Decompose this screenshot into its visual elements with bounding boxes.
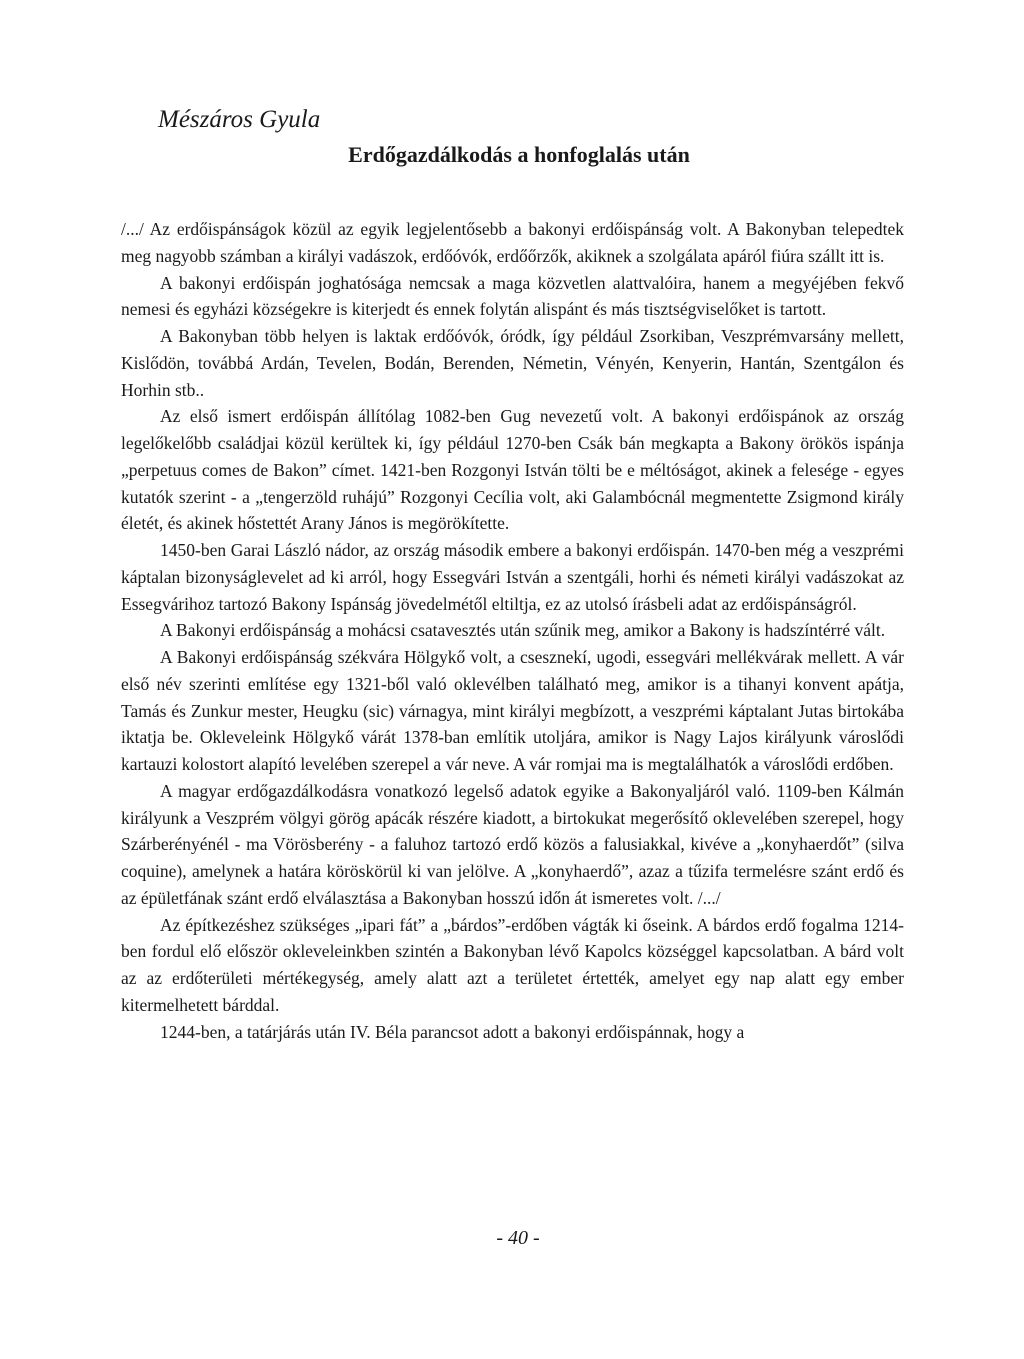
paragraph: Az első ismert erdőispán állítólag 1082-ben Gug nevezetű volt. A bakonyi erdőispánok az ország legelőkelőbb családjai közül kerültek ki, így például 1270-ben Csák bán megkapta a Bakony örökös ispánja „perpetuus comes de Bakon” címet. 1421-ben Rozgonyi István tölti be e méltóságot, akinek a felesége - egyes kutatók szerint - a „tengerzöld ruhájú” Rozgonyi Cecília volt, aki Galambócnál megmentette Zsigmond király életét, és akinek hőstettét Arany János is megörökítette. <box>121 406 904 534</box>
article-title: Erdőgazdálkodás a honfoglalás után <box>348 142 690 167</box>
article-body <box>121 216 904 1045</box>
paragraph: /.../ Az erdőispánságok közül az egyik legjelentősebb a bakonyi erdőispánság volt. A Bakonyban telepedtek meg nagyobb számban a királyi vadászok, erdőóvók, erdőőrzők, akiknek a szolgálata apáról fiúra szállt itt is. <box>121 219 904 266</box>
paragraph: A Bakonyban több helyen is laktak erdőóvók, óródk, így például Zsorkiban, Veszprémvarsány mellett, Kislődön, továbbá Ardán, Tevelen, Bodán, Berenden, Németin, Vényén, Kenyerin, Hantán, Szentgálon és Horhin stb.. <box>121 326 904 400</box>
paragraph: A magyar erdőgazdálkodásra vonatkozó legelső adatok egyike a Bakonyaljáról való. 1109-ben Kálmán királyunk a Veszprém völgyi görög apácák részére kiadott, a birtokukat megerősítő oklevelében szerepel, hogy Szárberényénél - ma Vörösberény - a faluhoz tartozó erdő közös a falusiakkal, kivéve a „konyhaerdőt” (silva coquine), amelynek a határa köröskörül ki van jelölve. A „konyhaerdő”, azaz a tűzifa termelésre szánt erdő és az épületfának szánt erdő elválasztása a Bakonyban hosszú időn át ismeretes volt. /.../ <box>121 780 904 908</box>
paragraph: A Bakonyi erdőispánság székvára Hölgykő volt, a csesznekí, ugodi, essegvári mellékvárak mellett. A vár első név szerinti említése egy 1321-ből való oklevélben található meg, amikor is a tihanyi konvent apátja, Tamás és Zunkur mester, Heugku (sic) várnagya, mint királyi megbízott, a veszprémi káptalant Jutas birtokába iktatja be. Okleveleink Hölgykő várát 1378-ban említik utoljára, amikor is Nagy Lajos királyunk városlődi kartauzi kolostort alapító levelében szerepel a vár neve. A vár romjai ma is megtalálhatók a városlődi erdőben. <box>121 647 904 774</box>
paragraph: 1450-ben Garai László nádor, az ország második embere a bakonyi erdőispán. 1470-ben még a veszprémi káptalan bizonyságlevelet ad ki arról, hogy Essegvári István a szentgáli, horhi és németi királyi vadászokat az Essegvárihoz tartozó Bakony Ispánság jövedelmétől eltiltja, ez az utolsó írásbeli adat az erdőispánságról. <box>121 540 904 614</box>
paragraph: A Bakonyi erdőispánság a mohácsi csatavesztés után szűnik meg, amikor a Bakony is hadszíntérré vált. <box>160 620 886 641</box>
paragraph: Az építkezéshez szükséges „ipari fát” a „bárdos”-erdőben vágták ki őseink. A bárdos erdő fogalma 1214-ben fordul elő először okleveleinkben szintén a Bakonyban lévő Kapolcs községgel kapcsolatban. A bárd volt az az erdőterületi mértékegység, amely alatt azt a területet értették, amelyet egy nap alatt egy ember kitermelhetett bárddal. <box>121 914 904 1015</box>
author-name: Mészáros Gyula <box>158 106 321 133</box>
paragraph: 1244-ben, a tatárjárás után IV. Béla parancsot adott a bakonyi erdőispánnak, hogy a <box>160 1021 745 1042</box>
paragraph: A bakonyi erdőispán joghatósága nemcsak a maga közvetlen alattvalóira, hanem a megyéjében fekvő nemesi és egyházi községekre is kiterjedt és ennek folytán alispánt és más tisztségviselőket is tartott. <box>121 272 904 320</box>
page-number: - 40 - <box>496 1227 540 1249</box>
